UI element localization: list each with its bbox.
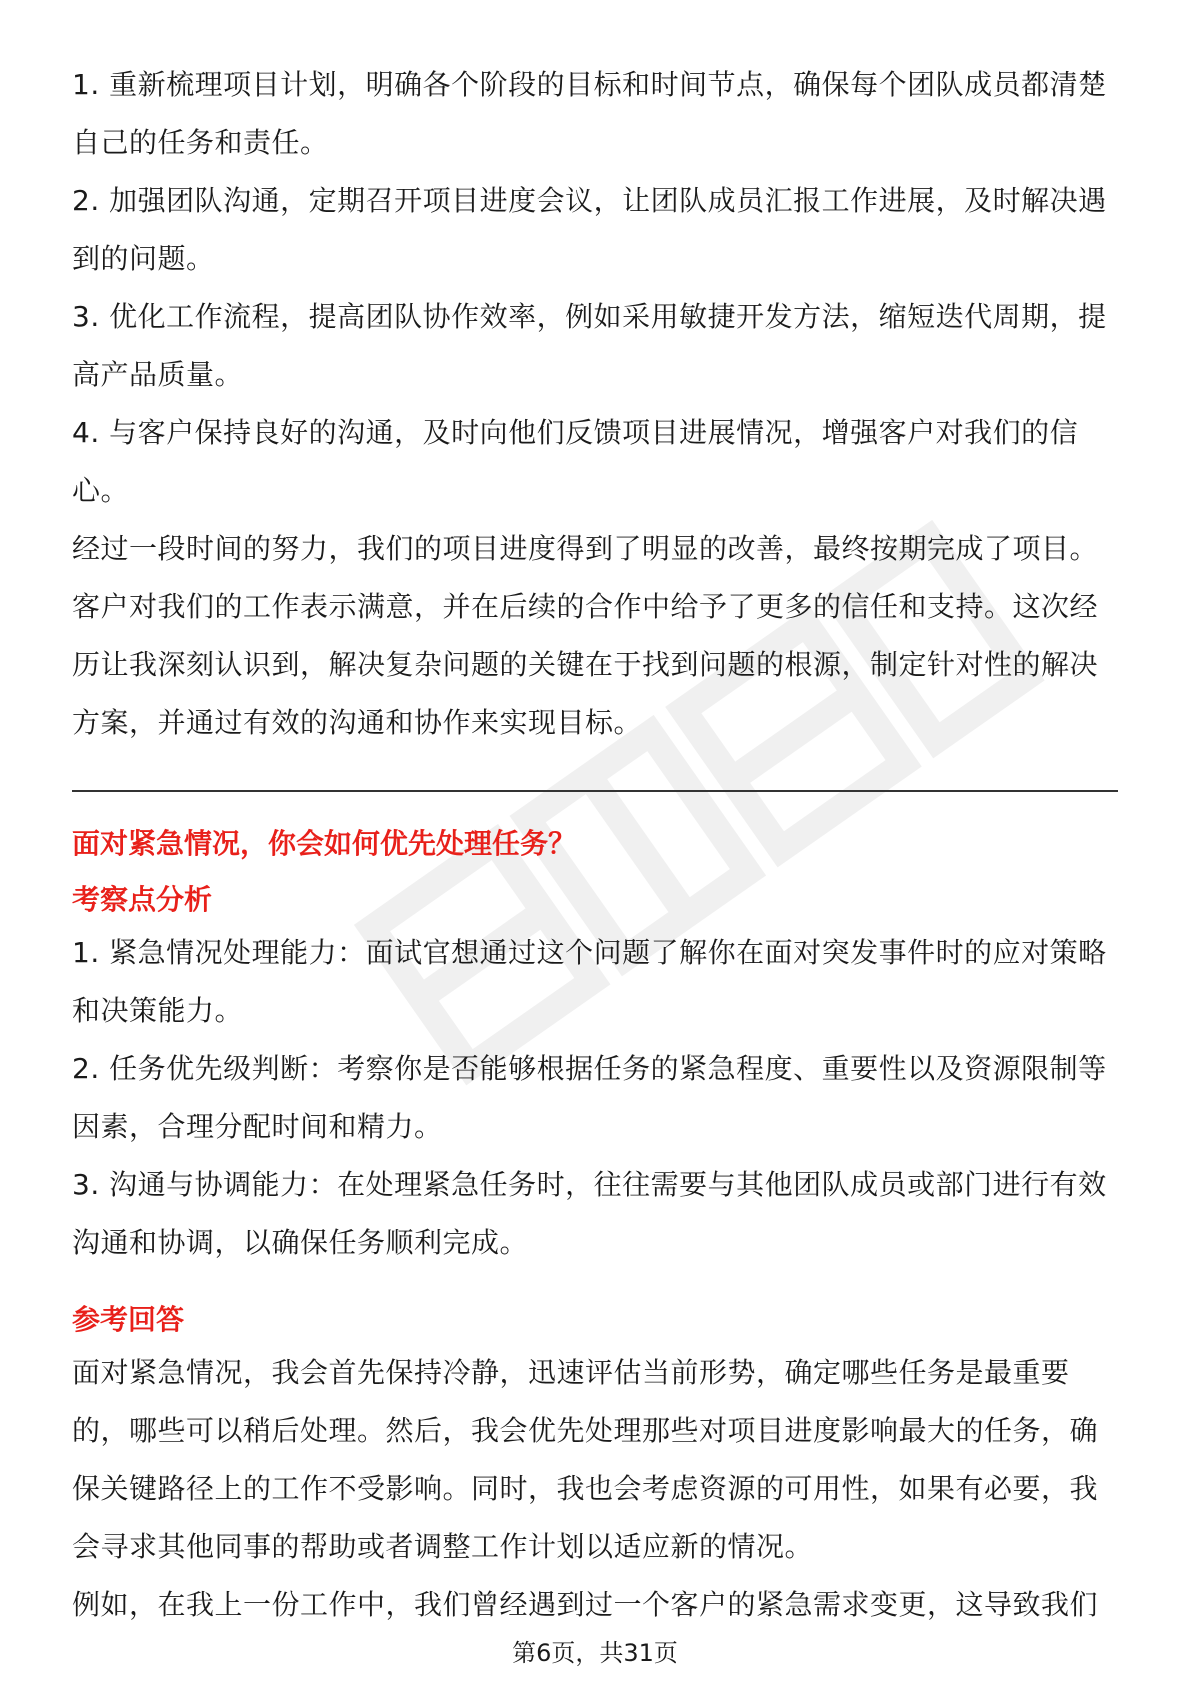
list-item: 3. 沟通与协调能力：在处理紧急任务时，往往需要与其他团队成员或部门进行有效沟通和协调，以确保任务顺利完成。 bbox=[72, 1168, 1107, 1259]
list-item: 2. 任务优先级判断：考察你是否能够根据任务的紧急程度、重要性以及资源限制等因素，合理分配时间和精力。 bbox=[72, 1052, 1107, 1143]
answer-paragraph: 面对紧急情况，我会首先保持冷静，迅速评估当前形势，确定哪些任务是最重要的，哪些可以稍后处理。然后，我会优先处理那些对项目进度影响最大的任务，确保关键路径上的工作不受影响。同时，我也会考虑资源的可用性，如果有必要，我会寻求其他同事的帮助或者调整工作计划以适应新的情况。 bbox=[72, 1356, 1099, 1563]
answer-heading: 参考回答 bbox=[72, 1303, 185, 1336]
document-page bbox=[72, 56, 1118, 1634]
analysis-heading: 考察点分析 bbox=[72, 883, 213, 916]
list-item: 3. 优化工作流程，提高团队协作效率，例如采用敏捷开发方法，缩短迭代周期，提高产品质量。 bbox=[72, 300, 1107, 391]
list-item: 1. 紧急情况处理能力：面试官想通过这个问题了解你在面对突发事件时的应对策略和决策能力。 bbox=[72, 936, 1107, 1027]
page-number: 第6页，共31页 bbox=[512, 1639, 678, 1667]
list-item: 4. 与客户保持良好的沟通，及时向他们反馈项目进展情况，增强客户对我们的信心。 bbox=[72, 416, 1079, 507]
list-item: 2. 加强团队沟通，定期召开项目进度会议，让团队成员汇报工作进展，及时解决遇到的问题。 bbox=[72, 184, 1107, 275]
intro-list bbox=[72, 56, 1118, 520]
list-item: 1. 重新梳理项目计划，明确各个阶段的目标和时间节点，确保每个团队成员都清楚自己的任务和责任。 bbox=[72, 68, 1107, 159]
answer-paragraph: 例如，在我上一份工作中，我们曾经遇到过一个客户的紧急需求变更，这导致我们 bbox=[72, 1588, 1099, 1621]
section-divider bbox=[72, 790, 1118, 792]
page-footer bbox=[0, 1638, 1190, 1668]
answer-body bbox=[72, 1344, 1118, 1634]
question-title: 面对紧急情况，你会如何优先处理任务？ bbox=[72, 827, 577, 860]
conclusion-paragraph: 经过一段时间的努力，我们的项目进度得到了明显的改善，最终按期完成了项目。客户对我们的工作表示满意，并在后续的合作中给予了更多的信任和支持。这次经历让我深刻认识到，解决复杂问题的关键在于找到问题的根源，制定针对性的解决方案，并通过有效的沟通和协作来实现目标。 bbox=[72, 532, 1099, 739]
analysis-list bbox=[72, 924, 1118, 1272]
